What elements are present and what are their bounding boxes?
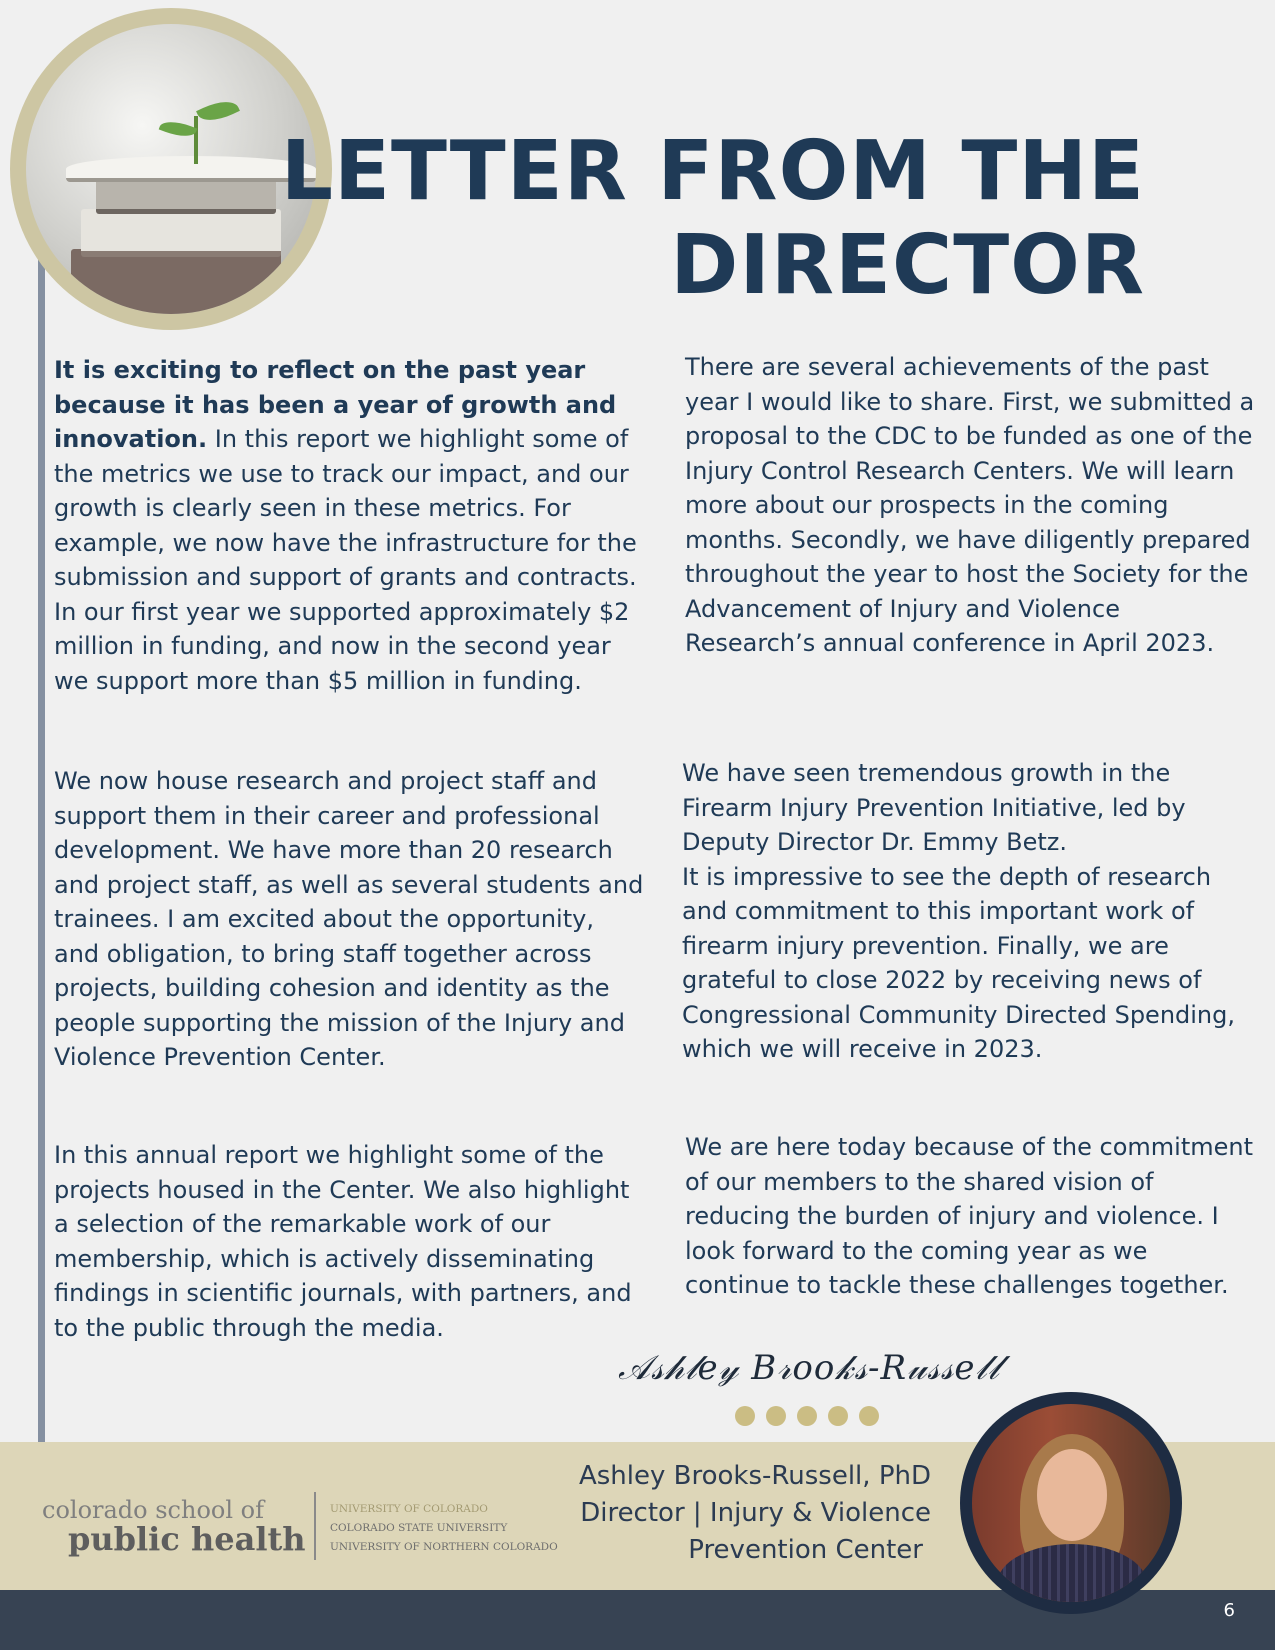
dot-icon: [828, 1406, 848, 1426]
book-stack-bottom: [71, 249, 281, 314]
sprout-stem: [194, 116, 198, 164]
dot-icon: [859, 1406, 879, 1426]
paragraph-annual-report: In this annual report we highlight some of the projects housed in the Center. We also highlight a selection of the remarkable work of our membership, which is actively disseminating findings in scientific journals, with partners, and to the public through the media.: [54, 1141, 632, 1342]
signer-role: Director | Injury & Violence: [580, 1498, 931, 1528]
portrait-face: [1037, 1449, 1107, 1541]
logo-text-public-health: public health: [68, 1520, 306, 1558]
university-name: UNIVERSITY OF NORTHERN COLORADO: [330, 1541, 558, 1553]
firearm-initiative-body: It is impressive to see the depth of research and commitment to this important work of firearm injury prevention. Finally, we are grateful to close 2022 by receiving news of Congressional Community Directed Spending, which we will receive in 2023.: [682, 862, 1236, 1063]
page-number: 6: [1223, 1600, 1235, 1621]
decorative-dots: [735, 1406, 879, 1426]
university-name: COLORADO STATE UNIVERSITY: [330, 1522, 508, 1534]
dot-icon: [797, 1406, 817, 1426]
dot-icon: [735, 1406, 755, 1426]
sprout-leaf-icon: [159, 116, 198, 141]
page-title: [281, 125, 1145, 313]
intro-body: In this report we highlight some of the metrics we use to track our impact, and our growth is clearly seen in these metrics. For example, we now have the infrastructure for the submission and support of grants and contracts. In our first year we supported approximately $2 million in funding, and now in the second year we support more than $5 million in funding.: [54, 425, 637, 695]
paragraph-firearm-initiative: [682, 756, 1252, 1067]
left-vertical-rule: [38, 250, 45, 1442]
paragraph-closing: We are here today because of the commitment of our members to the shared vision of reducing the burden of injury and violence. I look forward to the coming year as we continue to tackle these challenges together.: [685, 1133, 1254, 1299]
sprout-leaf-icon: [196, 94, 240, 127]
logo-text-school: colorado school of: [42, 1496, 264, 1524]
portrait-frame: [960, 1392, 1182, 1614]
signer-block: [579, 1458, 931, 1569]
book-sprout-image: [26, 24, 316, 314]
director-portrait: [972, 1404, 1170, 1602]
logo-universities: [330, 1500, 558, 1557]
handwritten-signature: 𝒜𝓈𝒽𝓁𝑒𝓎 𝐵𝓇𝑜𝑜𝓀𝓈-𝑅𝓊𝓈𝓈𝑒𝓁𝓁: [618, 1348, 1001, 1388]
university-name: UNIVERSITY OF COLORADO: [330, 1503, 488, 1515]
intro-lead-sentence: It is exciting to reflect on the past year because it has been a year of growth and innovation.: [54, 356, 617, 453]
signer-name: Ashley Brooks-Russell, PhD: [578, 1461, 931, 1491]
title-line-2: DIRECTOR: [670, 218, 1145, 313]
open-book: [66, 156, 316, 182]
dot-icon: [766, 1406, 786, 1426]
paragraph-achievements: There are several achievements of the past year I would like to share. First, we submitted a proposal to the CDC to be funded as one of the Injury Control Research Centers. We will learn more about our prospects in the coming months. Secondly, we have diligently prepared throughout the year to host the Society for the Advancement of Injury and Violence Research’s annual conference in April 2023.: [685, 353, 1255, 657]
paragraph-intro: [54, 353, 644, 698]
paragraph-staff: We now house research and project staff and support them in their career and professional development. We have more than 20 research and project staff, as well as several students and trainees. I am excited about the opportunity, and obligation, to bring staff together across projects, building cohesion and identity as the people supporting the mission of the Injury and Violence Prevention Center.: [54, 767, 644, 1071]
book-stack-middle: [81, 209, 281, 257]
logo-divider: [314, 1492, 316, 1560]
title-line-1: LETTER FROM THE: [280, 124, 1145, 219]
portrait-shirt: [997, 1544, 1147, 1602]
signer-role-continued: Prevention Center: [688, 1535, 923, 1565]
firearm-initiative-lead: We have seen tremendous growth in the Firearm Injury Prevention Initiative, led by Deputy Director Dr. Emmy Betz.: [682, 759, 1186, 856]
